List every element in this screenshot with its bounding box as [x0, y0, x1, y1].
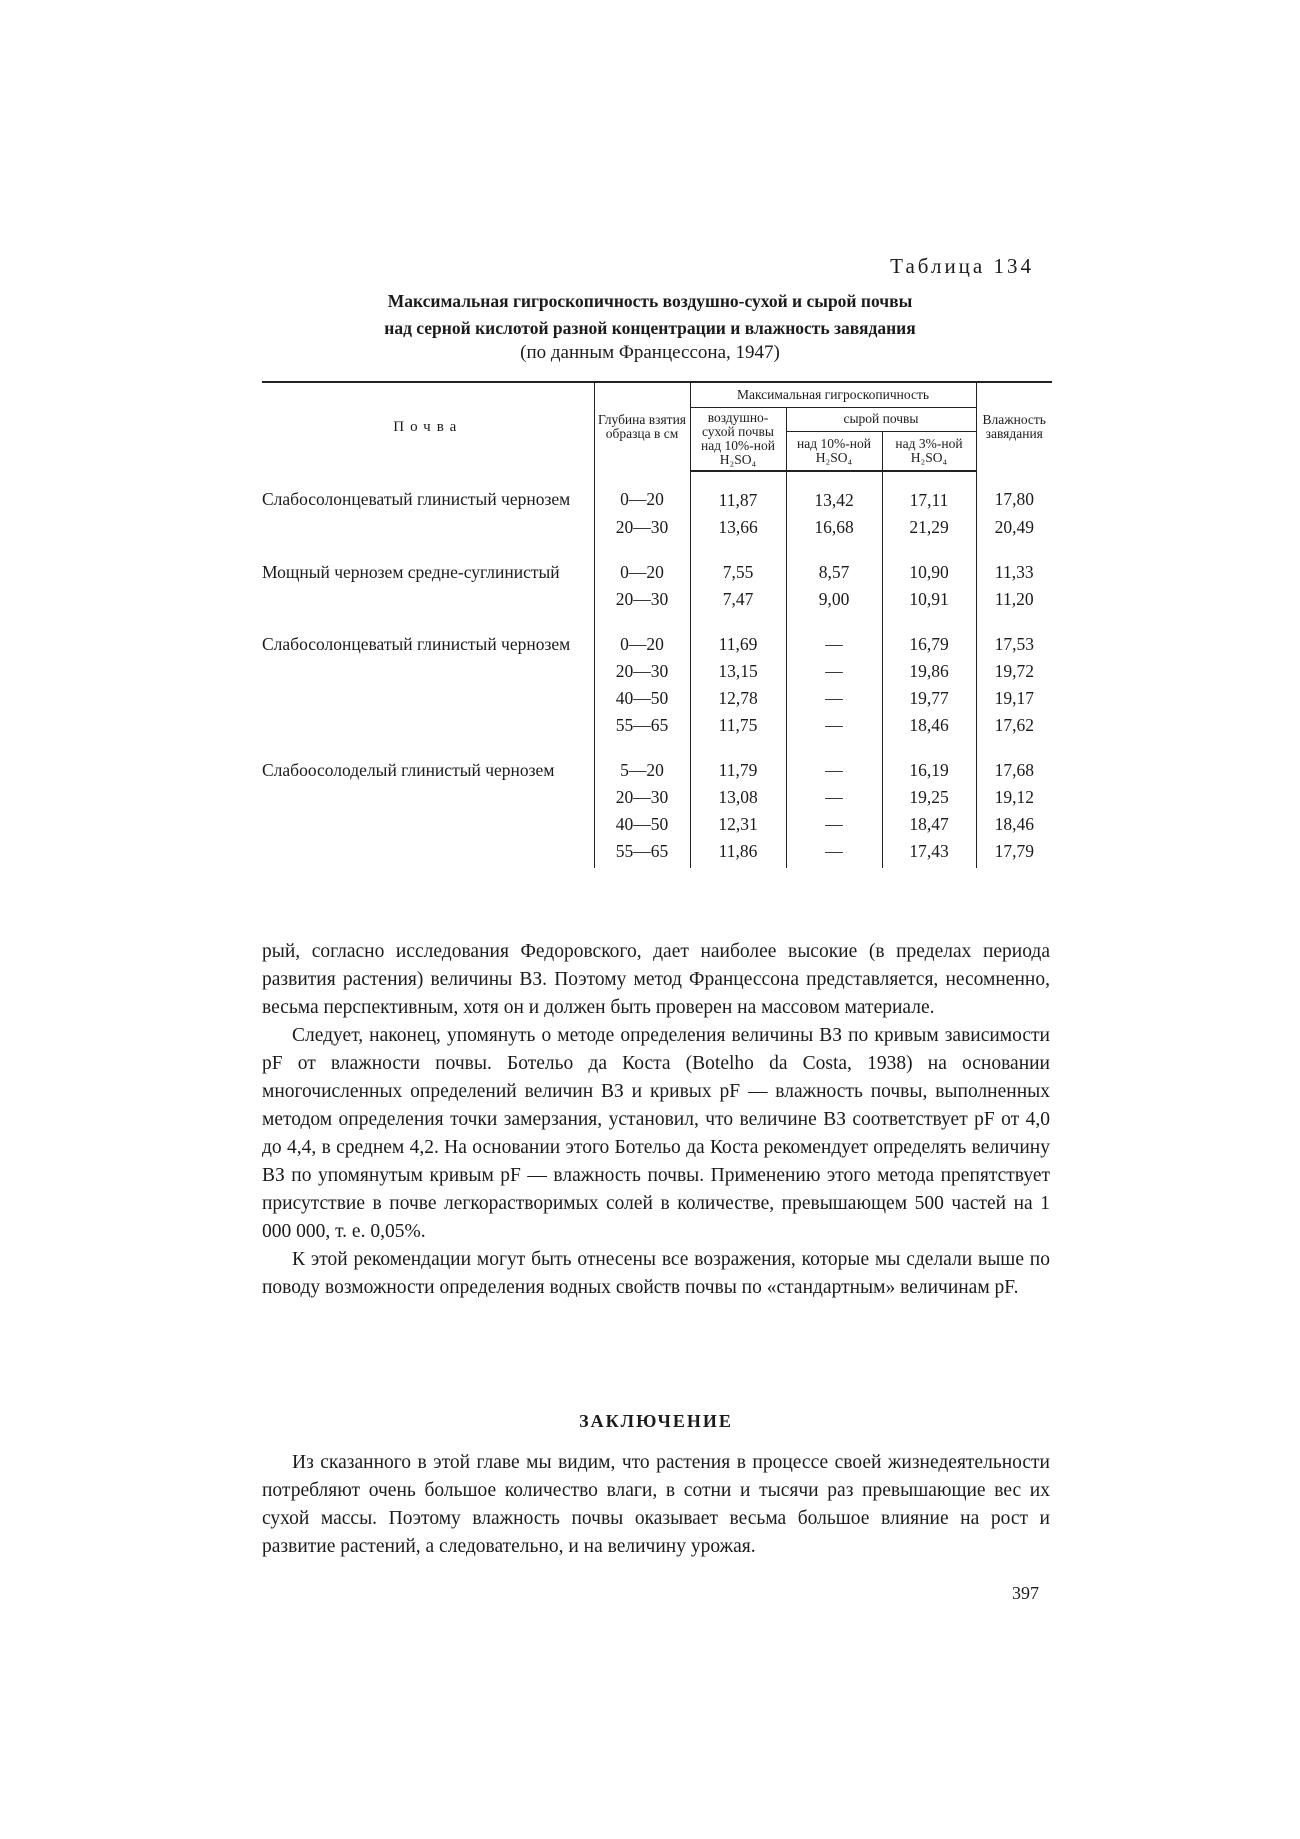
header-soil: Почва	[262, 382, 594, 471]
cell-air-dry: 11,86	[690, 841, 786, 868]
cell-moist-10: —	[786, 814, 882, 841]
cell-air-dry: 11,75	[690, 715, 786, 742]
cell-moist-10: —	[786, 616, 882, 661]
cell-air-dry: 13,15	[690, 661, 786, 688]
cell-soil: Слабосолонцеватый глинистый чернозем	[262, 489, 571, 509]
cell-depth: 20—30	[594, 661, 690, 688]
paragraph: К этой рекомендации могут быть отнесены все возражения, которые мы сделали выше по поводу возможности определения водных свойств почвы по «стандартным» величинам pF.	[262, 1249, 1050, 1298]
cell-wilting: 11,33	[976, 544, 1052, 589]
cell-wilting: 18,46	[976, 814, 1052, 841]
cell-wilting: 20,49	[976, 517, 1052, 544]
table-title-line: над серной кислотой разной концентрации и влажность завядания	[384, 318, 916, 338]
cell-depth: 0—20	[594, 616, 690, 661]
table-title-line: Максимальная гигроскопичность воздушно-сухой и сырой почвы	[387, 291, 913, 311]
cell-soil: Слабоосолоделый глинистый чернозем	[262, 760, 555, 780]
cell-moist-10: —	[786, 841, 882, 868]
cell-air-dry: 7,55	[690, 544, 786, 589]
cell-air-dry: 11,87	[690, 471, 786, 517]
table-row	[262, 742, 1052, 787]
cell-moist-3: 19,25	[882, 787, 976, 814]
conclusion-paragraph: Из сказанного в этой главе мы видим, что растения в процессе своей жизнедеятельности потребляют очень большое количество влаги, в сотни и тысячи раз превышающие вес их сухой массы. Поэтому влажность почвы оказывает весьма большое влияние на рост и развитие растений, а следовательно, и на величину урожая.	[262, 1452, 1050, 1557]
cell-depth: 0—20	[594, 471, 690, 517]
header-moist-3: над 3%-ной H₂SO₄	[882, 431, 976, 471]
cell-moist-10: 13,42	[786, 471, 882, 517]
cell-moist-3: 19,77	[882, 688, 976, 715]
header-max-hygroscopicity: Максимальная гигроскопичность	[690, 382, 976, 408]
cell-depth: 5—20	[594, 742, 690, 787]
cell-wilting: 17,68	[976, 742, 1052, 787]
table-row	[262, 544, 1052, 589]
cell-moist-10: 16,68	[786, 517, 882, 544]
cell-moist-3: 18,47	[882, 814, 976, 841]
cell-air-dry: 13,66	[690, 517, 786, 544]
cell-moist-10: —	[786, 661, 882, 688]
cell-depth: 20—30	[594, 787, 690, 814]
cell-depth: 40—50	[594, 688, 690, 715]
cell-air-dry: 12,31	[690, 814, 786, 841]
cell-moist-3: 17,11	[882, 471, 976, 517]
cell-moist-3: 21,29	[882, 517, 976, 544]
body-text	[262, 938, 1050, 1302]
page-number: 397	[1012, 1583, 1039, 1603]
cell-depth: 55—65	[594, 715, 690, 742]
header-wilting: Влажность завядания	[976, 382, 1052, 471]
cell-moist-3: 19,86	[882, 661, 976, 688]
cell-depth: 20—30	[594, 589, 690, 616]
header-moist-10: над 10%-ной H₂SO₄	[786, 431, 882, 471]
cell-moist-10: —	[786, 688, 882, 715]
cell-air-dry: 12,78	[690, 688, 786, 715]
table-subtitle: (по данным Францессона, 1947)	[520, 342, 780, 363]
cell-moist-3: 17,43	[882, 841, 976, 868]
cell-wilting: 11,20	[976, 589, 1052, 616]
data-table	[262, 381, 1052, 868]
paragraph: Следует, наконец, упомянуть о методе определения величины ВЗ по кривым зависимости pF от влажности почвы. Ботельо да Коста (Botelho da Costa, 1938) на основании многочисленных определений величин ВЗ и кривых pF — влажность почвы, выполненных методом определения точки замерзания, установил, что величине ВЗ соответствует pF от 4,0 до 4,4, в среднем 4,2. На основании этого Ботельо да Коста рекомендует определять величину ВЗ по упомянутым кривым pF — влажность почвы. Применению этого метода препятствует присутствие в почве легкорастворимых солей в количестве, превышающем 500 частей на 1 000 000, т. е. 0,05%.	[262, 1025, 1050, 1242]
section-heading: ЗАКЛЮЧЕНИЕ	[579, 1411, 733, 1431]
cell-wilting: 17,79	[976, 841, 1052, 868]
cell-moist-3: 18,46	[882, 715, 976, 742]
cell-moist-10: 9,00	[786, 589, 882, 616]
table-row	[262, 471, 1052, 517]
cell-air-dry: 7,47	[690, 589, 786, 616]
cell-wilting: 17,80	[976, 471, 1052, 517]
cell-air-dry: 13,08	[690, 787, 786, 814]
cell-moist-10: —	[786, 742, 882, 787]
cell-depth: 55—65	[594, 841, 690, 868]
cell-wilting: 19,72	[976, 661, 1052, 688]
cell-depth: 40—50	[594, 814, 690, 841]
cell-moist-3: 10,90	[882, 544, 976, 589]
cell-moist-3: 10,91	[882, 589, 976, 616]
cell-moist-3: 16,19	[882, 742, 976, 787]
cell-soil: Слабосолонцеватый глинистый чернозем	[262, 634, 571, 654]
cell-depth: 20—30	[594, 517, 690, 544]
paragraph: рый, согласно исследования Федоровского, дает наиболее высокие (в пределах периода развития растения) величины ВЗ. Поэтому метод Францессона представляется, несомненно, весьма перспективным, хотя он и должен быть проверен на массовом материале.	[262, 941, 1050, 1018]
table-label: Таблица 134	[890, 254, 1034, 278]
table-body	[262, 471, 1052, 868]
cell-moist-10: —	[786, 787, 882, 814]
cell-moist-10: 8,57	[786, 544, 882, 589]
cell-wilting: 19,12	[976, 787, 1052, 814]
cell-air-dry: 11,69	[690, 616, 786, 661]
cell-moist-3: 16,79	[882, 616, 976, 661]
header-air-dry: воздушно-сухой почвы над 10%-ной H₂SO₄	[690, 408, 786, 472]
table-title	[260, 288, 1040, 342]
cell-wilting: 19,17	[976, 688, 1052, 715]
table-row	[262, 616, 1052, 661]
cell-depth: 0—20	[594, 544, 690, 589]
cell-air-dry: 11,79	[690, 742, 786, 787]
header-depth: Глубина взятия образца в см	[594, 382, 690, 471]
cell-soil: Мощный чернозем средне-суглинистый	[262, 562, 560, 582]
header-moist-soil: сырой почвы	[786, 408, 976, 432]
cell-wilting: 17,53	[976, 616, 1052, 661]
cell-moist-10: —	[786, 715, 882, 742]
cell-wilting: 17,62	[976, 715, 1052, 742]
